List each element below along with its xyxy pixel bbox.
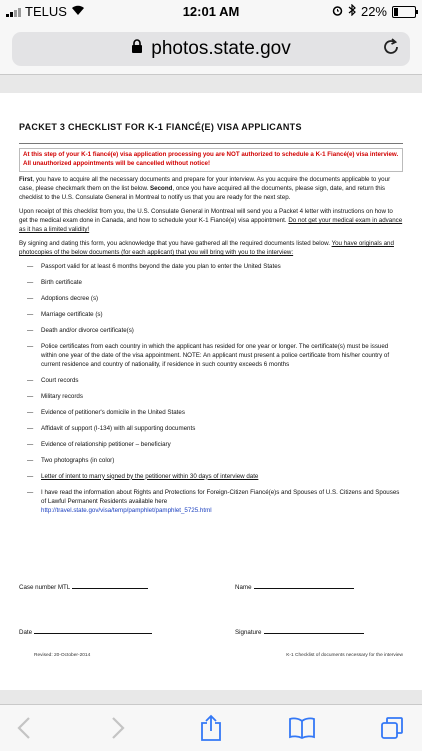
item-dash: — [27, 278, 34, 286]
intro-text-b: , once you have acquired all the documents, please sign, date, and return this checklist to the U.S. Consulate General in Montreal to notify us that you are ready for the next step. [19, 185, 385, 201]
checklist-item[interactable] [27, 441, 403, 450]
checklist-item[interactable] [27, 327, 403, 336]
item-text: Evidence of relationship petitioner – beneficiary [41, 440, 171, 448]
status-time: 12:01 AM [182, 4, 240, 19]
receipt-paragraph [19, 208, 403, 235]
item-dash: — [27, 472, 34, 480]
battery-fill [394, 8, 398, 16]
name-line [254, 588, 354, 589]
item-text: Police certificates from each country in which the applicant has resided for one year or longer. The certificate(s) must be issued within one year of the date of the visa appointment. NOTE: An applicant must present a police certificate from his/her country of current residence and country of nationality, if residence in such country exceeds 6 months [41, 342, 390, 368]
checklist-item[interactable] [27, 425, 403, 434]
footer-caption: K-1 Checklist of documents necessary for the interview [286, 653, 403, 658]
checklist-item[interactable] [27, 343, 403, 370]
date-field[interactable] [19, 629, 152, 636]
item-text: Two photographs (in color) [41, 456, 115, 464]
document-checklist [27, 263, 403, 516]
name-field[interactable] [235, 584, 354, 591]
bookmarks-button[interactable] [282, 713, 322, 743]
address-bar[interactable] [12, 32, 410, 66]
reload-icon[interactable] [382, 38, 400, 62]
item-dash: — [27, 310, 34, 318]
checklist-item[interactable] [27, 311, 403, 320]
item-dash: — [27, 342, 34, 350]
item-dash: — [27, 294, 34, 302]
status-bar [0, 0, 422, 22]
lock-icon [131, 38, 143, 60]
date-label: Date [19, 629, 33, 636]
item-dash: — [27, 392, 34, 400]
book-icon [288, 717, 316, 739]
revision-date: Revised: 20-October-2014 [34, 653, 91, 658]
pamphlet-link[interactable]: http://travel.state.gov/visa/temp/pamphlet/pamphlet_5725.html [41, 506, 212, 514]
first-keyword: First [19, 176, 33, 184]
warning-box: At this step of your K-1 fiancé(e) visa application processing you are NOT authorized to schedule a K-1 Fiancé(e) visa interview. All unauthorized appointments will be cancelled without notice! [19, 148, 403, 172]
document-page [0, 93, 422, 690]
chevron-left-icon [17, 716, 31, 740]
item-dash: — [27, 376, 34, 384]
item-text: Passport valid for at least 6 months beyond the date you plan to enter the United States [41, 262, 281, 270]
browser-toolbar [0, 704, 422, 751]
case-number-label: Case number MTL [19, 584, 71, 591]
item-dash: — [27, 440, 34, 448]
item-dash: — [27, 408, 34, 416]
share-icon [200, 714, 222, 742]
carrier-label: TELUS [25, 4, 67, 19]
item-dash: — [27, 488, 34, 496]
checklist-item[interactable] [27, 377, 403, 386]
url-text: photos.state.gov [151, 38, 291, 59]
rights-text: I have read the information about Rights and Protections for Foreign-Citizen Fiancé(e)s and Spouses of U.S. Citizens and Spouses of Lawful Permanent Residents available here [41, 488, 400, 505]
item-text: Court records [41, 376, 79, 384]
item-dash: — [27, 326, 34, 334]
name-label: Name [235, 584, 252, 591]
document-body [19, 121, 403, 523]
battery-percent: 22% [360, 4, 387, 19]
checklist-item[interactable] [27, 457, 403, 466]
item-text: Evidence of petitioner's domicile in the United States [41, 408, 185, 416]
case-number-line [72, 588, 148, 589]
tabs-button[interactable] [372, 713, 412, 743]
item-text: Death and/or divorce certificate(s) [41, 326, 134, 334]
intro-paragraph [19, 176, 403, 203]
signing-text: By signing and dating this form, you acknowledge that you have gathered all the required documents listed below. [19, 239, 332, 247]
second-keyword: Second [150, 185, 173, 192]
bluetooth-icon [348, 4, 356, 19]
case-number-field[interactable] [19, 584, 148, 591]
signing-paragraph [19, 240, 403, 258]
receipt-text: Upon receipt of this checklist from you, the U.S. Consulate General in Montreal will send you a Packet 4 letter with instructions on how to get the medical exam done in Canada, and how to schedule your K-1 Fiancé(e) visa appointment. [19, 207, 393, 224]
checklist-item[interactable] [27, 409, 403, 418]
item-dash: — [27, 456, 34, 464]
battery-icon [392, 6, 416, 18]
signature-line [264, 633, 364, 634]
checklist-item[interactable] [27, 393, 403, 402]
item-text [41, 489, 403, 516]
status-right [332, 4, 416, 19]
share-button[interactable] [191, 713, 231, 743]
forward-button[interactable] [98, 713, 138, 743]
item-dash: — [27, 424, 34, 432]
item-text: Adoptions decree (s) [41, 294, 99, 302]
signature-field[interactable] [235, 629, 364, 636]
checklist-item[interactable] [27, 473, 403, 482]
originals-note: You have originals and photocopies of the below documents (for each applicant) that you will bring with you to the interview: [19, 239, 394, 256]
item-text: Military records [41, 392, 83, 400]
item-dash: — [27, 262, 34, 270]
medical-warning: Do not get your medical exam in advance as it has a limited validity! [19, 216, 403, 233]
item-text: Birth certificate [41, 278, 82, 286]
checklist-item[interactable] [27, 295, 403, 304]
item-text: Letter of intent to marry signed by the petitioner within 30 days of interview date [41, 472, 259, 480]
alarm-icon [332, 4, 343, 19]
checklist-item[interactable] [27, 489, 403, 516]
document-title: PACKET 3 CHECKLIST FOR K-1 FIANCÉ(E) VISA APPLICANTS [19, 122, 302, 132]
title-divider [19, 143, 403, 144]
date-line [34, 633, 152, 634]
chevron-right-icon [111, 716, 125, 740]
tabs-icon [380, 716, 404, 740]
checklist-item[interactable] [27, 279, 403, 288]
signature-label: Signature [235, 629, 262, 636]
back-button[interactable] [4, 713, 44, 743]
checklist-item[interactable] [27, 263, 403, 272]
intro-text-a: , you have to acquire all the necessary documents and prepare for your interview. As you acquire the documents applicable to your case, please checkmark them on the list below. [19, 176, 391, 192]
item-text: Affidavit of support (I-134) with all supporting documents [41, 424, 196, 432]
item-text: Marriage certificate (s) [41, 310, 103, 318]
browser-header [0, 22, 422, 75]
